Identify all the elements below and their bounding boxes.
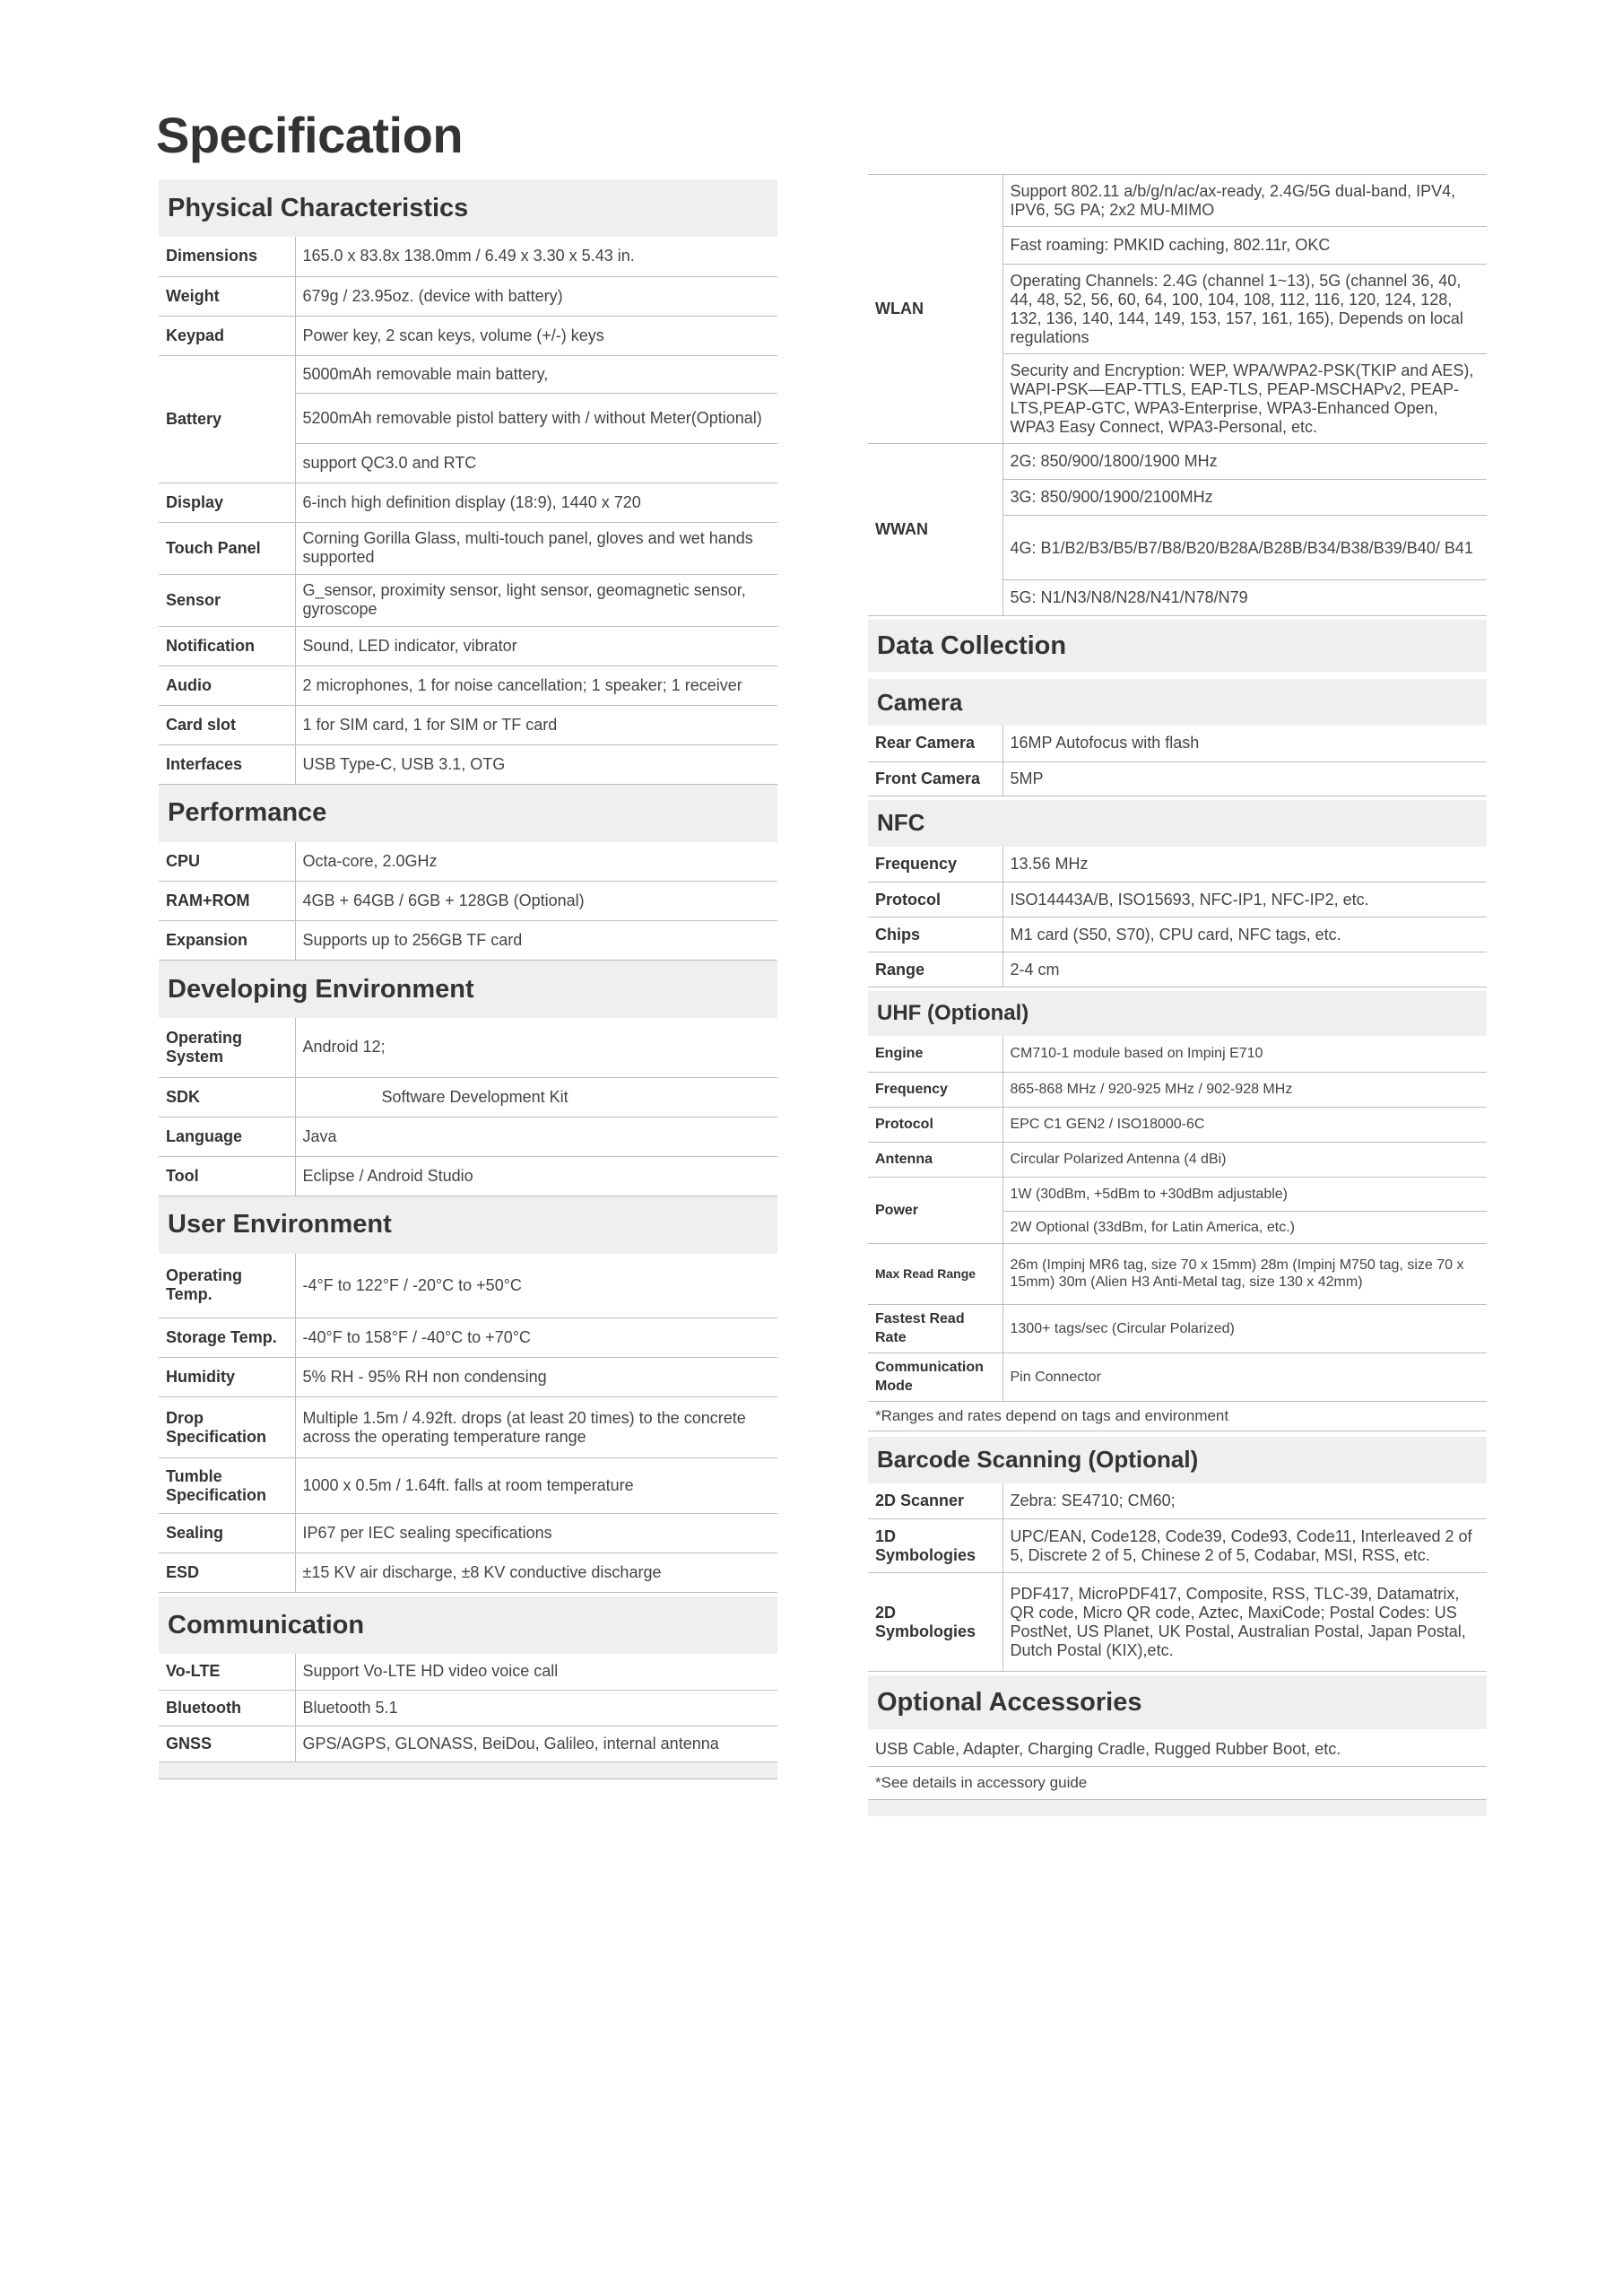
table-row [159, 483, 777, 522]
spec-value: 165.0 x 83.8x 138.0mm / 6.49 x 3.30 x 5.43 in. [295, 237, 777, 276]
table-row [868, 1519, 1487, 1573]
section-optional-accessories: Optional Accessories [868, 1675, 1487, 1729]
spec-value: PDF417, MicroPDF417, Composite, RSS, TLC-39, Datamatrix, QR code, Micro QR code, Aztec, MaxiCode; Postal Codes: US PostNet, US Planet, UK Postal, Australian Postal, Japan Postal, Dutch Postal (KIX),etc. [1002, 1573, 1487, 1672]
spec-key: Tool [159, 1156, 295, 1196]
performance-table [159, 842, 777, 961]
right-column [868, 174, 1487, 1816]
spec-value: Supports up to 256GB TF card [295, 921, 777, 961]
spec-key: Humidity [159, 1358, 295, 1397]
spec-value: -40°F to 158°F / -40°C to +70°C [295, 1318, 777, 1358]
physical-table [159, 237, 777, 785]
spec-value: Zebra: SE4710; CM60; [1002, 1483, 1487, 1519]
spec-value: Support Vo-LTE HD video voice call [295, 1654, 777, 1690]
table-row [159, 1726, 777, 1761]
table-row [159, 744, 777, 784]
spec-value: 1300+ tags/sec (Circular Polarized) [1002, 1304, 1487, 1352]
table-row [159, 1077, 777, 1117]
spec-key: Range [868, 952, 1002, 987]
spec-key: Sensor [159, 574, 295, 626]
section-nfc: NFC [868, 800, 1487, 847]
spec-key: Interfaces [159, 744, 295, 784]
table-row [868, 1177, 1487, 1211]
table-row [868, 1483, 1487, 1519]
table-row [159, 1358, 777, 1397]
uhf-table [868, 1036, 1487, 1402]
spec-value: 2-4 cm [1002, 952, 1487, 987]
spec-value: Operating Channels: 2.4G (channel 1~13), 5G (channel 36, 40, 44, 48, 52, 56, 60, 64, 100, 104, 108, 112, 116, 120, 124, 128, 132, 136, 140, 144, 149, 153, 157, 161, 165), Depends on local regulations [1002, 265, 1487, 354]
spec-value: Eclipse / Android Studio [295, 1156, 777, 1196]
spec-key: Touch Panel [159, 522, 295, 574]
spec-value: Multiple 1.5m / 4.92ft. drops (at least 20 times) to the concrete across the operating temperature range [295, 1397, 777, 1458]
section-data-collection: Data Collection [868, 620, 1487, 672]
table-row [868, 1304, 1487, 1352]
table-row [159, 626, 777, 665]
spec-value: ISO14443A/B, ISO15693, NFC-IP1, NFC-IP2, etc. [1002, 883, 1487, 918]
table-row [159, 882, 777, 921]
table-row [159, 921, 777, 961]
spec-key: 2D Scanner [868, 1483, 1002, 1519]
spec-key: Protocol [868, 1107, 1002, 1142]
spec-key: GNSS [159, 1726, 295, 1761]
table-row [159, 705, 777, 744]
spec-key: Protocol [868, 883, 1002, 918]
spec-value: 2W Optional (33dBm, for Latin America, etc.) [1002, 1211, 1487, 1243]
spec-value: Software Development Kit [295, 1077, 777, 1117]
spec-key: Keypad [159, 316, 295, 355]
spec-key: Front Camera [868, 761, 1002, 796]
section-developing-environment: Developing Environment [159, 961, 777, 1018]
table-row [159, 665, 777, 705]
page-title: Specification [156, 107, 464, 163]
section-performance: Performance [159, 785, 777, 842]
accessories-list: USB Cable, Adapter, Charging Cradle, Rugged Rubber Boot, etc. [868, 1729, 1487, 1767]
spec-value: ±15 KV air discharge, ±8 KV conductive discharge [295, 1553, 777, 1593]
spec-value: 679g / 23.95oz. (device with battery) [295, 276, 777, 316]
section-footer-bar [868, 1800, 1487, 1816]
spec-value: UPC/EAN, Code128, Code39, Code93, Code11, Interleaved 2 of 5, Discrete 2 of 5, Chinese 2 of 5, Codabar, MSI, RSS, etc. [1002, 1519, 1487, 1573]
table-row [159, 522, 777, 574]
section-communication: Communication [159, 1596, 777, 1654]
spec-key: ESD [159, 1553, 295, 1593]
developing-table [159, 1018, 777, 1196]
spec-value: EPC C1 GEN2 / ISO18000-6C [1002, 1107, 1487, 1142]
spec-value: Pin Connector [1002, 1352, 1487, 1401]
table-row [868, 883, 1487, 918]
table-row [159, 276, 777, 316]
spec-value: Bluetooth 5.1 [295, 1690, 777, 1726]
table-row [868, 444, 1487, 480]
spec-key: Operating Temp. [159, 1254, 295, 1318]
spec-key: Max Read Range [868, 1243, 1002, 1304]
spec-key: Notification [159, 626, 295, 665]
table-row [159, 1553, 777, 1593]
table-row [868, 175, 1487, 227]
table-row [868, 847, 1487, 883]
spec-value: 16MP Autofocus with flash [1002, 726, 1487, 761]
table-row [868, 726, 1487, 761]
wireless-table [868, 174, 1487, 616]
section-footer-bar [159, 1762, 777, 1779]
spec-value: 5000mAh removable main battery, [295, 355, 777, 393]
spec-value: 26m (Impinj MR6 tag, size 70 x 15mm) 28m (Impinj M750 tag, size 70 x 15mm) 30m (Alien H3 Anti-Metal tag, size 130 x 42mm) [1002, 1243, 1487, 1304]
section-barcode-scanning: Barcode Scanning (Optional) [868, 1437, 1487, 1483]
spec-value: 5G: N1/N3/N8/N28/N41/N78/N79 [1002, 580, 1487, 616]
spec-value: 2G: 850/900/1800/1900 MHz [1002, 444, 1487, 480]
spec-value: M1 card (S50, S70), CPU card, NFC tags, etc. [1002, 918, 1487, 952]
spec-key: Communication Mode [868, 1352, 1002, 1401]
spec-key: Language [159, 1117, 295, 1156]
spec-key: RAM+ROM [159, 882, 295, 921]
table-row [159, 1654, 777, 1690]
spec-value: 5MP [1002, 761, 1487, 796]
spec-value: 4GB + 64GB / 6GB + 128GB (Optional) [295, 882, 777, 921]
spec-value: Fast roaming: PMKID caching, 802.11r, OKC [1002, 227, 1487, 265]
spec-value: 3G: 850/900/1900/2100MHz [1002, 480, 1487, 516]
spec-key: Operating System [159, 1018, 295, 1077]
table-row [868, 1107, 1487, 1142]
spec-value: Sound, LED indicator, vibrator [295, 626, 777, 665]
spec-key: Dimensions [159, 237, 295, 276]
spec-value: USB Type-C, USB 3.1, OTG [295, 744, 777, 784]
spec-value: Octa-core, 2.0GHz [295, 842, 777, 882]
spec-key: Display [159, 483, 295, 522]
table-row [159, 1458, 777, 1514]
section-physical-characteristics: Physical Characteristics [159, 179, 777, 237]
communication-table [159, 1654, 777, 1762]
spec-key: 1D Symbologies [868, 1519, 1002, 1573]
spec-key: Chips [868, 918, 1002, 952]
spec-value: Security and Encryption: WEP, WPA/WPA2-PSK(TKIP and AES), WAPI-PSK—EAP-TTLS, EAP-TLS, PEAP-MSCHAPv2, PEAP-LTS,PEAP-GTC, WPA3-Enterprise, WPA3-Enhanced Open, WPA3 Easy Connect, WPA3-Personal, etc. [1002, 354, 1487, 444]
spec-key: Antenna [868, 1142, 1002, 1177]
spec-value: GPS/AGPS, GLONASS, BeiDou, Galileo, internal antenna [295, 1726, 777, 1761]
spec-key: Vo-LTE [159, 1654, 295, 1690]
spec-value: Android 12; [295, 1018, 777, 1077]
table-row [159, 316, 777, 355]
table-row [159, 1156, 777, 1196]
spec-value: Support 802.11 a/b/g/n/ac/ax-ready, 2.4G/5G dual-band, IPV4, IPV6, 5G PA; 2x2 MU-MIMO [1002, 175, 1487, 227]
spec-value: 865-868 MHz / 920-925 MHz / 902-928 MHz [1002, 1072, 1487, 1107]
table-row [868, 1352, 1487, 1401]
spec-value: 2 microphones, 1 for noise cancellation; 1 speaker; 1 receiver [295, 665, 777, 705]
spec-key: Storage Temp. [159, 1318, 295, 1358]
table-row [159, 237, 777, 276]
spec-key: CPU [159, 842, 295, 882]
table-row [868, 918, 1487, 952]
table-row [159, 842, 777, 882]
spec-key: Expansion [159, 921, 295, 961]
table-row [159, 1018, 777, 1077]
table-row [159, 574, 777, 626]
table-row [868, 761, 1487, 796]
spec-key: Tumble Specification [159, 1458, 295, 1514]
uhf-note: *Ranges and rates depend on tags and environment [868, 1402, 1487, 1431]
spec-key: Bluetooth [159, 1690, 295, 1726]
table-row [868, 1573, 1487, 1672]
table-row [159, 1514, 777, 1553]
spec-key: SDK [159, 1077, 295, 1117]
spec-value: 4G: B1/B2/B3/B5/B7/B8/B20/B28A/B28B/B34/B38/B39/B40/ B41 [1002, 516, 1487, 580]
spec-value: Java [295, 1117, 777, 1156]
spec-key: Sealing [159, 1514, 295, 1553]
table-row [159, 1690, 777, 1726]
table-row [159, 355, 777, 393]
spec-key: Card slot [159, 705, 295, 744]
spec-key: Power [868, 1177, 1002, 1243]
table-row [868, 1142, 1487, 1177]
table-row [159, 1117, 777, 1156]
spec-key: WLAN [868, 175, 1002, 444]
table-row [868, 1243, 1487, 1304]
table-row [868, 1072, 1487, 1107]
spec-value: 5200mAh removable pistol battery with / without Meter(Optional) [295, 393, 777, 443]
section-uhf: UHF (Optional) [868, 991, 1487, 1036]
spec-key: Frequency [868, 847, 1002, 883]
spec-key: Fastest Read Rate [868, 1304, 1002, 1352]
spec-key: Battery [159, 355, 295, 483]
spec-value: 1W (30dBm, +5dBm to +30dBm adjustable) [1002, 1177, 1487, 1211]
section-user-environment: User Environment [159, 1196, 777, 1254]
table-row [868, 952, 1487, 987]
spec-key: Engine [868, 1036, 1002, 1072]
spec-value: 1 for SIM card, 1 for SIM or TF card [295, 705, 777, 744]
user-table [159, 1254, 777, 1594]
camera-table [868, 726, 1487, 796]
spec-value: CM710-1 module based on Impinj E710 [1002, 1036, 1487, 1072]
spec-key: WWAN [868, 444, 1002, 616]
spec-value: Corning Gorilla Glass, multi-touch panel, gloves and wet hands supported [295, 522, 777, 574]
nfc-table [868, 847, 1487, 988]
spec-value: Circular Polarized Antenna (4 dBi) [1002, 1142, 1487, 1177]
table-row [159, 1397, 777, 1458]
spec-key: Weight [159, 276, 295, 316]
spec-key: Rear Camera [868, 726, 1002, 761]
spec-key: Frequency [868, 1072, 1002, 1107]
spec-value: 6-inch high definition display (18:9), 1440 x 720 [295, 483, 777, 522]
accessories-note: *See details in accessory guide [868, 1767, 1487, 1800]
spec-value: IP67 per IEC sealing specifications [295, 1514, 777, 1553]
spec-value: Power key, 2 scan keys, volume (+/-) keys [295, 316, 777, 355]
spec-key: Audio [159, 665, 295, 705]
spec-key: 2D Symbologies [868, 1573, 1002, 1672]
table-row [159, 1254, 777, 1318]
table-row [868, 1036, 1487, 1072]
spec-value: 5% RH - 95% RH non condensing [295, 1358, 777, 1397]
spec-value: 1000 x 0.5m / 1.64ft. falls at room temperature [295, 1458, 777, 1514]
spec-value: 13.56 MHz [1002, 847, 1487, 883]
table-row [159, 1318, 777, 1358]
left-column [159, 179, 777, 1779]
spec-value: -4°F to 122°F / -20°C to +50°C [295, 1254, 777, 1318]
spec-value: G_sensor, proximity sensor, light sensor, geomagnetic sensor, gyroscope [295, 574, 777, 626]
section-camera: Camera [868, 679, 1487, 726]
spec-value: support QC3.0 and RTC [295, 443, 777, 483]
barcode-table [868, 1483, 1487, 1673]
spec-key: Drop Specification [159, 1397, 295, 1458]
